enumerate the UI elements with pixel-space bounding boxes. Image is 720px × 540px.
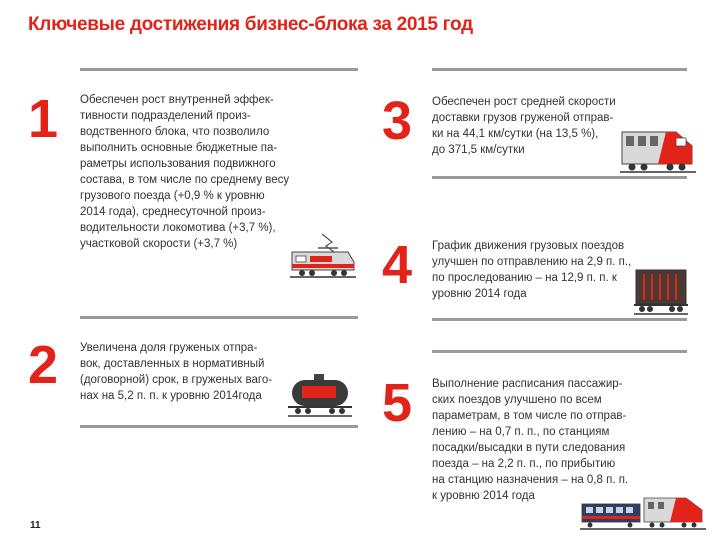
item-text: Увеличена доля груженых отпра- вок, доставленных в нормативный (договорной) срок, в груженых ваго- нах на 5,2 п. п. к уровню 2014года [80,342,273,402]
divider [80,425,358,428]
divider [432,176,687,179]
item-number: 3 [382,91,413,151]
divider [432,68,687,71]
passenger-train-icon [580,494,706,530]
page-number: 11 [30,520,41,531]
diesel-locomotive-icon [618,122,698,174]
divider [432,318,687,321]
item-number: 2 [28,335,59,395]
freight-wagon-icon [632,266,690,316]
divider [80,68,358,71]
electric-locomotive-icon [288,232,358,280]
item-text: Выполнение расписания пассажир- ских поездов улучшено по всем параметрам, в том числе по отправ- лению – на 0,7 п. п., по станциям посадки/высадки в пути следования поезда – на 2,2 п. п., по прибытию на станцию назначения – на 0,8 п. п. к уровню 2014 года [432,378,629,502]
item-text: Обеспечен рост средней скорости доставки грузов груженой отправ- ки на 44,1 км/сутки (на 13,5 %), до 371,5 км/сутки [432,96,616,156]
tank-car-icon [286,372,354,418]
page-title: Ключевые достижения бизнес-блока за 2015 год [28,14,473,35]
divider [432,350,687,353]
item-number: 1 [28,89,59,149]
item-text: Обеспечен рост внутренней эффек- тивности подразделений произ- водственного блока, что позволило выполнить основные бюджетные па- раметры использования подвижного состава, в том числе по среднему весу грузового поезда (+0,9 % к уровню 2014 года), среднесуточной произ- водительности локомотива (+3,7 %), участковой скорости (+3,7 %) [80,94,290,250]
divider [80,316,358,319]
item-number: 4 [382,235,413,295]
item-number: 5 [382,373,413,433]
item-text: График движения грузовых поездов улучшен по отправлению на 2,9 п. п., по проследованию – на 12,9 п. п. к уровню 2014 года [432,240,632,300]
